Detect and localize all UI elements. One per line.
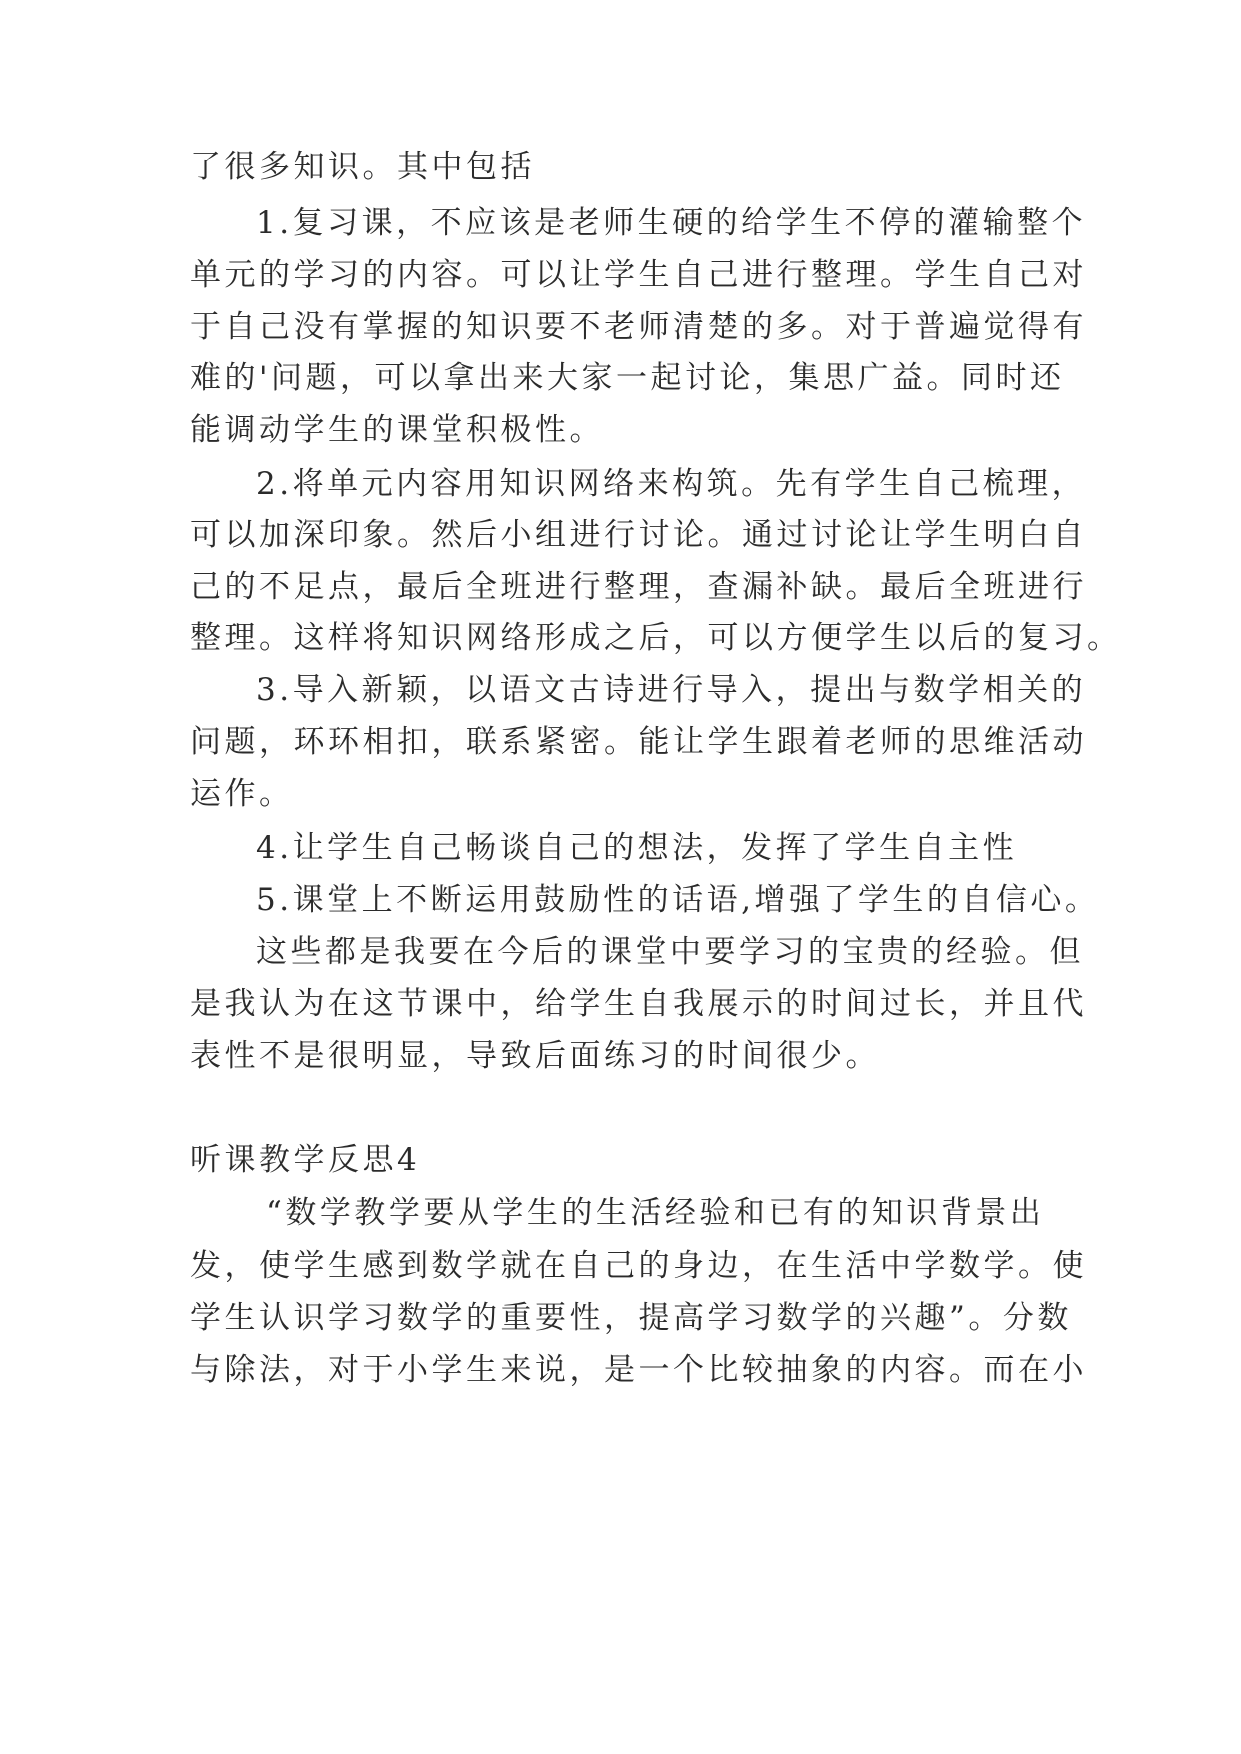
paragraph-line: 难的'问题，可以拿出来大家一起讨论，集思广益。同时还 <box>190 360 1065 396</box>
paragraph-line: 了很多知识。其中包括 <box>190 149 535 185</box>
list-item-4-line: 4.让学生自己畅谈自己的想法，发挥了学生自主性 <box>256 830 1018 866</box>
list-item-5-line: 5.课堂上不断运用鼓励性的话语,增强了学生的自信心。 <box>256 882 1100 918</box>
paragraph-line: 单元的学习的内容。可以让学生自己进行整理。学生自己对 <box>190 257 1087 293</box>
paragraph-line: 发，使学生感到数学就在自己的身边，在生活中学数学。使 <box>190 1248 1087 1284</box>
paragraph-line: 整理。这样将知识网络形成之后，可以方便学生以后的复习。 <box>190 620 1122 656</box>
list-item-3-line: 3.导入新颖，以语文古诗进行导入，提出与数学相关的 <box>256 672 1087 708</box>
paragraph-line: 运作。 <box>190 776 294 812</box>
paragraph-line: 可以加深印象。然后小组进行讨论。通过讨论让学生明白自 <box>190 517 1087 553</box>
paragraph-line: 表性不是很明显，导致后面练习的时间很少。 <box>190 1038 880 1074</box>
paragraph-line: 学生认识学习数学的重要性，提高学习数学的兴趣”。分数 <box>190 1300 1072 1336</box>
section-heading: 听课教学反思4 <box>190 1142 421 1178</box>
paragraph-line: 是我认为在这节课中，给学生自我展示的时间过长，并且代 <box>190 986 1087 1022</box>
list-item-2-line: 2.将单元内容用知识网络来构筑。先有学生自己梳理， <box>256 466 1087 502</box>
paragraph-line: 与除法，对于小学生来说，是一个比较抽象的内容。而在小 <box>190 1352 1087 1388</box>
paragraph-line: 问题，环环相扣，联系紧密。能让学生跟着老师的思维活动 <box>190 724 1087 760</box>
paragraph-line: “数学教学要从学生的生活经验和已有的知识背景出 <box>266 1195 1045 1231</box>
list-item-1-line: 1.复习课，不应该是老师生硬的给学生不停的灌输整个 <box>256 205 1087 241</box>
paragraph-line: 于自己没有掌握的知识要不老师清楚的多。对于普遍觉得有 <box>190 309 1087 345</box>
paragraph-line: 能调动学生的课堂积极性。 <box>190 412 604 448</box>
paragraph-line: 这些都是我要在今后的课堂中要学习的宝贵的经验。但 <box>256 934 1084 970</box>
paragraph-line: 己的不足点，最后全班进行整理，查漏补缺。最后全班进行 <box>190 569 1087 605</box>
